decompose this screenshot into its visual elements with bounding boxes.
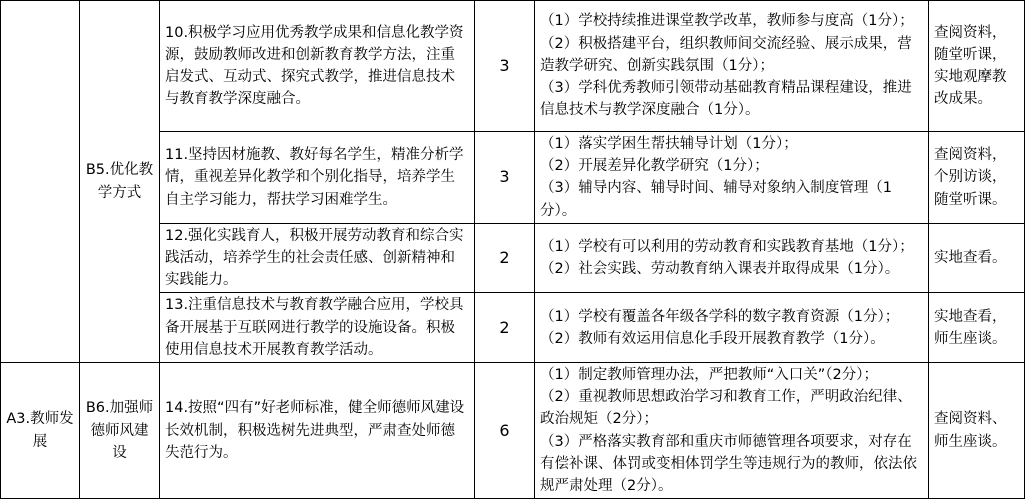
- score-cell: 3: [475, 1, 535, 132]
- criteria-line: （3）辅导内容、辅导时间、辅导对象纳入制度管理（1分）。: [540, 180, 892, 219]
- criteria-line: （2）重视教师思想政治学习和教育工作，严明政治纪律、政治规矩（2分）；: [540, 389, 912, 428]
- criteria-line: （2）社会实践、劳动教育纳入课表并取得成果（1分）。: [540, 261, 900, 278]
- method-cell: 查阅资料、师生座谈。: [929, 363, 1025, 499]
- score-cell: 6: [475, 363, 535, 499]
- criteria-line: （2）教师有效运用信息化手段开展教育教学（1分）。: [540, 330, 885, 347]
- criteria-line: （1）落实学困生帮扶辅导计划（1分）；: [540, 136, 798, 152]
- criteria-line: （1）学校有覆盖各年级各学科的数字教育资源（1分）；: [540, 308, 900, 325]
- score-cell: 2: [475, 293, 535, 363]
- criteria-cell: [535, 132, 929, 224]
- item-cell: 11.坚持因材施教、教好每名学生，精准分析学情，重视差异化教学和个别化指导，培养学生自主学习能力，帮扶学习困难学生。: [160, 132, 475, 224]
- score-cell: 3: [475, 132, 535, 224]
- level-a-cell: A3.教师发展: [1, 363, 80, 499]
- method-cell: 实地查看，师生座谈。: [929, 293, 1025, 363]
- table-row: [1, 363, 1025, 499]
- item-cell: 14.按照“四有”好老师标准，健全师德师风建设长效机制，积极选树先进典型，严肃查处师德失范行为。: [160, 363, 475, 499]
- method-cell: 查阅资料，个别访谈，随堂听课。: [929, 132, 1025, 224]
- table-row: [1, 1, 1025, 132]
- item-cell: 13.注重信息技术与教育教学融合应用，学校具备开展基于互联网进行教学的设施设备。积极使用信息技术开展教育教学活动。: [160, 293, 475, 363]
- item-cell: 10.积极学习应用优秀教学成果和信息化教学资源，鼓励教师改进和创新教育教学方法，注重启发式、互动式、探究式教学，推进信息技术与教育教学深度融合。: [160, 1, 475, 132]
- criteria-line: （1）学校有可以利用的劳动教育和实践教育基地（1分）；: [540, 238, 914, 255]
- level-a-cell: [1, 1, 80, 363]
- criteria-line: （1）学校持续推进课堂教学改革，教师参与度高（1分）；: [540, 13, 914, 30]
- criteria-cell: [535, 1, 929, 132]
- score-cell: 2: [475, 223, 535, 293]
- criteria-cell: [535, 293, 929, 363]
- item-cell: 12.强化实践育人，积极开展劳动教育和综合实践活动，培养学生的社会责任感、创新精神和实践能力。: [160, 223, 475, 293]
- method-cell: 实地查看。: [929, 223, 1025, 293]
- criteria-line: （1）制定教师管理办法，严把教师“入口关”（2分）；: [540, 367, 878, 384]
- level-b-cell: B5.优化教学方式: [80, 1, 160, 363]
- level-b-cell: B6.加强师德师风建设: [80, 363, 160, 499]
- criteria-line: （3）学科优秀教师引领带动基础教育精品课程建设，推进信息技术与教学深度融合（1分）。: [540, 80, 912, 119]
- criteria-line: （2）积极搭建平台，组织教师间交流经验、展示成果，营造教学研究、创新实践氛围（1分）；: [540, 35, 912, 74]
- criteria-line: （3）严格落实教育部和重庆市师德管理各项要求，对存在有偿补课、体罚或变相体罚学生等违规行为的教师，依法依规严肃处理（2分）。: [540, 433, 917, 495]
- criteria-cell: [535, 223, 929, 293]
- method-cell: 查阅资料，随堂听课，实地观摩教改成果。: [929, 1, 1025, 132]
- criteria-line: （2）开展差异化教学研究（1分）；: [540, 158, 769, 175]
- criteria-cell: [535, 363, 929, 499]
